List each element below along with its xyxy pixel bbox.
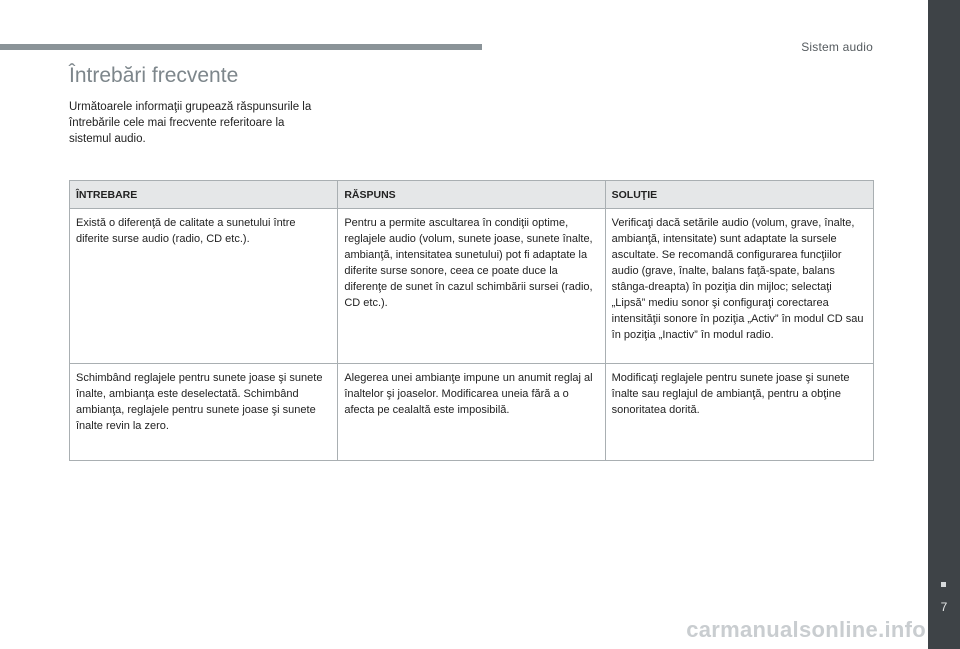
section-label: Sistem audio [801, 40, 873, 54]
answer-cell: Alegerea unei ambianţe impune un anumit reglaj al înaltelor şi joaselor. Modificarea uneia fără a o afecta pe cealaltă este imposibilă. [338, 364, 605, 461]
answer-cell: Pentru a permite ascultarea în condiţii optime, reglajele audio (volum, sunete joase, sunete înalte, ambianţă, intensitatea sunetului) pot fi adaptate la diferite surse sonore, ceea ce poate duce la diferenţe de sunet în cazul schimbării sursei (radio, CD etc.). [338, 209, 605, 364]
page-edge-band [928, 0, 960, 649]
page-marker [941, 582, 946, 587]
question-cell: Există o diferenţă de calitate a sunetului între diferite surse audio (radio, CD etc.). [70, 209, 338, 364]
table-header-row [70, 181, 874, 209]
page-title: Întrebări frecvente [69, 64, 239, 87]
column-header-answer: RĂSPUNS [338, 181, 605, 209]
question-cell: Schimbând reglajele pentru sunete joase şi sunete înalte, ambianţa este deselectată. Schimbând ambianţa, reglajele pentru sunete joase şi sunete înalte revin la zero. [70, 364, 338, 461]
table-row [70, 209, 874, 364]
column-header-question: ÎNTREBARE [70, 181, 338, 209]
solution-cell: Modificaţi reglajele pentru sunete joase şi sunete înalte sau reglajul de ambianţă, pentru a obţine sonoritatea dorită. [605, 364, 873, 461]
table-row [70, 364, 874, 461]
intro-paragraph: Următoarele informaţii grupează răspunsurile la întrebările cele mai frecvente referitoare la sistemul audio. [69, 101, 312, 145]
column-header-solution: SOLUŢIE [605, 181, 873, 209]
solution-cell: Verificaţi dacă setările audio (volum, grave, înalte, ambianţă, intensitate) sunt adaptate la sursele ascultate. Se recomandă configurarea funcţiilor audio (grave, înalte, balans faţă-spate, balans stânga-dreapta) în poziţia din mijloc; selectaţi „Lipsă” mediu sonor şi configuraţi corectarea intensităţii sonore în poziţia „Activ” în modul CD sau în poziţia „Inactiv” în modul radio. [605, 209, 873, 364]
header-rule [0, 44, 482, 50]
faq-table [69, 180, 874, 461]
watermark-logo: carmanualsonline.info [686, 617, 926, 642]
page-number: 7 [940, 600, 948, 614]
